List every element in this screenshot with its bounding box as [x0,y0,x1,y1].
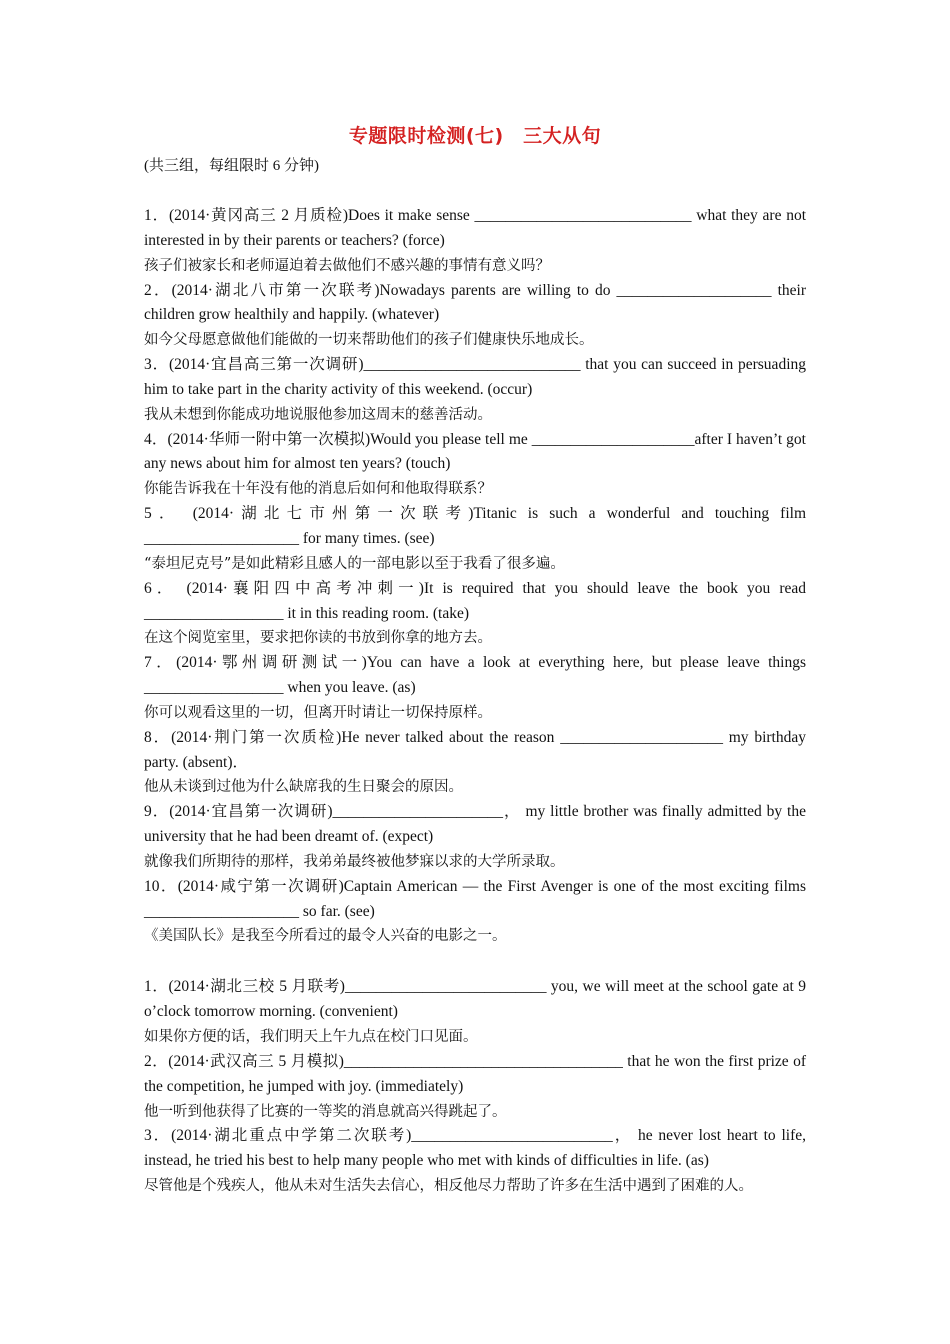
question-text: 9．(2014·宜昌第一次调研)______________________， my little brother was finally admitted by the university that he had been dreamt of. (expect) [144,803,806,846]
question-translation: 《美国队长》是我至今所看过的最令人兴奋的电影之一。 [144,928,507,945]
group-2 [144,975,806,1199]
question-text: 8．(2014·荆门第一次质检)He never talked about the reason _____________________ my birthday party. (absent)． [144,728,806,771]
question-translation: 孩子们被家长和老师逼迫着去做他们不感兴趣的事情有意义吗？ [144,257,550,274]
question-translation: 你能告诉我在十年没有他的消息后如何和他取得联系？ [144,481,492,498]
question-text: 3．(2014·宜昌高三第一次调研)____________________________ that you can succeed in persuading him to take part in the charity activity of this weekend. (occur) [144,356,806,398]
question-translation: 如今父母愿意做他们能做的一切来帮助他们的孩子们健康快乐地成长。 [144,332,594,349]
question-text: 10．(2014·咸宁第一次调研)Captain American — the First Avenger is one of the most exciting films ____________________ so far. (see) [144,877,806,920]
section-gap [144,178,806,204]
question-translation: 在这个阅览室里，要求把你读的书放到你拿的地方去。 [144,630,492,647]
question-text: 1．(2014·黄冈高三 2 月质检)Does it make sense ____________________________ what they are not interested in by their parents or teachers? (force) [144,207,806,249]
section-gap [144,949,806,975]
question-translation: 他一听到他获得了比赛的一等奖的消息就高兴得跳起了。 [144,1103,507,1120]
question-translation: 我从未想到你能成功地说服他参加这周末的慈善活动。 [144,406,492,423]
document-page [144,118,806,1199]
page-title: 专题限时检测(七) 三大从句 [348,125,602,147]
question-text: 6． (2014·襄阳四中高考冲刺一)It is required that you should leave the book you read __________________ it in this reading room. (take) [144,579,806,622]
question-text: 4．(2014·华师一附中第一次模拟)Would you please tell me _____________________after I haven’t got any news about him for almost ten years? (touch) [144,430,806,473]
group-1 [144,204,806,949]
question-translation: 就像我们所期待的那样，我弟弟最终被他梦寐以求的大学所录取。 [144,853,565,870]
question-translation: 尽管他是个残疾人，他从未对生活失去信心，相反他尽力帮助了许多在生活中遇到了困难的人。 [144,1178,753,1195]
question-text: 1．(2014·湖北三校 5 月联考)__________________________ you, we will meet at the school gate at 9 o’clock tomorrow morning. (convenient) [144,978,806,1021]
question-text: 3．(2014·湖北重点中学第二次联考)__________________________， he never lost heart to life, instead, he tried his best to help many people who met with kinds of difficulties in life. (as) [144,1127,806,1170]
question-text: 7．(2014·鄂州调研测试一)You can have a look at everything here, but please leave things __________________ when you leave. (as) [144,654,806,697]
question-text: 2．(2014·武汉高三 5 月模拟)____________________________________ that he won the first prize of the competition, he jumped with joy. (immediately) [144,1052,806,1095]
question-text: 5． (2014·湖北七市州第一次联考)Titanic is such a wonderful and touching film ____________________ for many times. (see) [144,505,806,547]
question-translation: 你可以观看这里的一切，但离开时请让一切保持原样。 [144,704,492,721]
question-translation: 他从未谈到过他为什么缺席我的生日聚会的原因。 [144,779,463,796]
question-translation: 如果你方便的话，我们明天上午九点在校门口见面。 [144,1029,478,1045]
question-translation: “泰坦尼克号”是如此精彩且感人的一部电影以至于我看了很多遍。 [144,555,565,572]
question-text: 2．(2014·湖北八市第一次联考)Nowadays parents are willing to do ____________________ their children grow healthily and happily. (whatever) [144,281,806,324]
page-subtitle: (共三组，每组限时 6 分钟) [144,158,319,174]
